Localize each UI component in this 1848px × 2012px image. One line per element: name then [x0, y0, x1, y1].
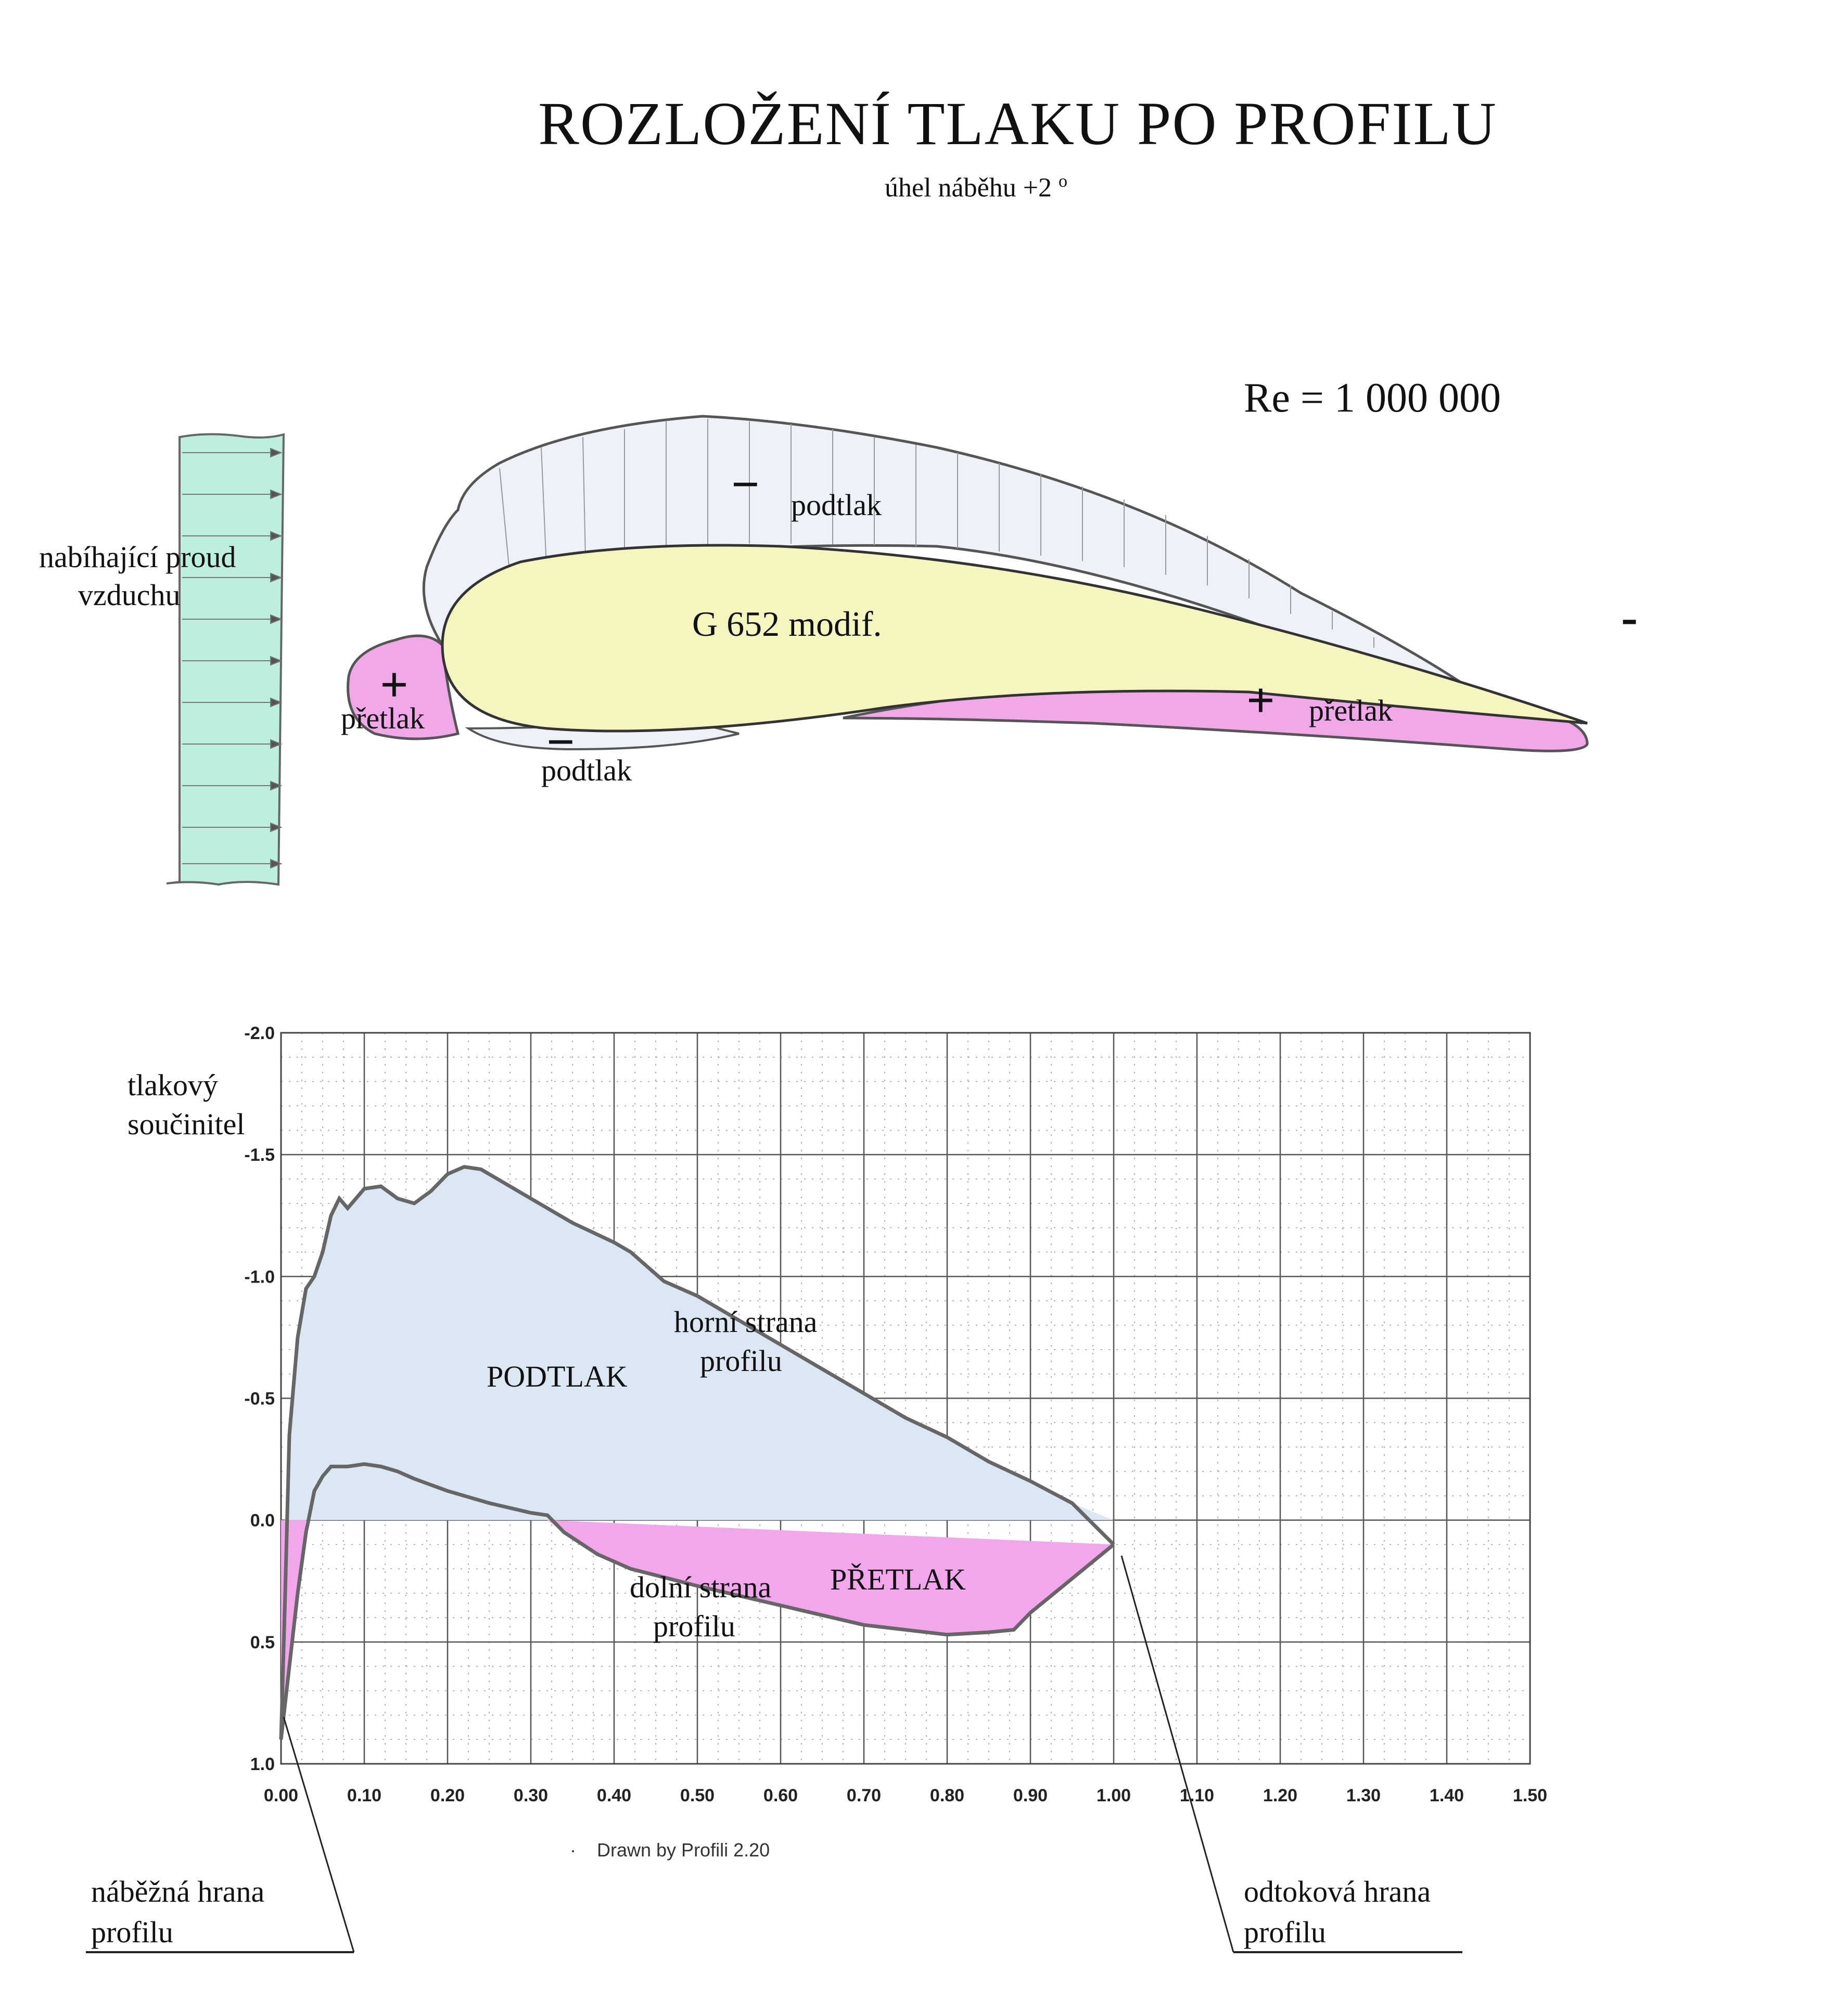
suction-area-label: PODTLAK: [487, 1360, 628, 1393]
x-tick-label: 0.60: [763, 1786, 798, 1805]
x-tick-label: 0.90: [1013, 1786, 1048, 1805]
credit-label: Drawn by Profili 2.20: [597, 1839, 770, 1861]
x-tick-label: 1.40: [1429, 1786, 1464, 1805]
x-tick-label: 0.50: [680, 1786, 715, 1805]
y-axis-label-line2: součinitel: [128, 1107, 245, 1141]
lower-suction-label: podtlak: [541, 753, 632, 787]
pressure-area-label: PŘETLAK: [830, 1562, 966, 1596]
x-tick-labels: [264, 1786, 1547, 1805]
trailing-edge-label-line2: profilu: [1244, 1915, 1326, 1949]
x-tick-label: 1.10: [1179, 1786, 1215, 1805]
upper-side-label-line1: horní strana: [674, 1305, 818, 1339]
airflow-label-line1: nabíhající proud: [39, 540, 236, 574]
x-tick-label: 0.20: [430, 1786, 465, 1805]
reynolds-number: Re = 1 000 000: [1244, 375, 1501, 421]
trailing-edge-pointer: [1121, 1556, 1233, 1952]
upper-minus-sign: −: [731, 456, 760, 512]
lower-side-label-line2: profilu: [653, 1609, 735, 1643]
y-axis-label-line1: tlakový: [128, 1068, 218, 1102]
page-title: ROZLOŽENÍ TLAKU PO PROFILU: [538, 89, 1497, 158]
y-tick-label: -2.0: [244, 1023, 275, 1043]
lower-minus-sign: −: [546, 714, 575, 770]
degree-sign: o: [1059, 172, 1068, 191]
x-tick-label: 0.70: [846, 1786, 882, 1805]
nose-pressure-label: přetlak: [341, 701, 425, 735]
upper-suction-label: podtlak: [791, 488, 882, 522]
airfoil-name: G 652 modif.: [692, 604, 882, 644]
rear-pressure-label: přetlak: [1309, 694, 1393, 727]
upper-side-label-line2: profilu: [700, 1344, 782, 1378]
x-tick-label: 0.30: [513, 1786, 549, 1805]
y-tick-label: -1.5: [244, 1145, 275, 1165]
x-tick-label: 1.00: [1096, 1786, 1131, 1805]
y-tick-label: -0.5: [244, 1389, 275, 1409]
trailing-edge-label-line1: odtoková hrana: [1244, 1875, 1431, 1908]
y-tick-label: 0.0: [250, 1510, 275, 1531]
leading-edge-label-line1: náběžná hrana: [91, 1875, 265, 1908]
y-tick-label: 1.0: [250, 1754, 275, 1774]
subtitle-text: úhel náběhu +2: [885, 173, 1052, 203]
x-tick-label: 0.80: [929, 1786, 965, 1805]
lower-side-label-line1: dolní strana: [630, 1570, 772, 1604]
x-tick-label: 1.50: [1512, 1786, 1548, 1805]
credit-text: · Drawn by Profili 2.20: [570, 1839, 770, 1861]
x-tick-label: 0.40: [596, 1786, 632, 1805]
x-tick-label: 1.30: [1346, 1786, 1381, 1805]
y-tick-label: 0.5: [250, 1632, 275, 1652]
x-tick-label: 0.00: [263, 1786, 299, 1805]
x-tick-label: 1.20: [1263, 1786, 1298, 1805]
nose-plus-sign: +: [380, 657, 409, 712]
x-tick-label: 0.10: [347, 1786, 382, 1805]
y-tick-labels: [244, 1023, 275, 1774]
airflow-label-line2: vzduchu: [78, 578, 181, 612]
y-tick-label: -1.0: [244, 1267, 275, 1287]
leading-edge-label-line2: profilu: [91, 1915, 173, 1949]
stray-minus-sign: -: [1621, 589, 1638, 645]
rear-plus-sign: +: [1246, 672, 1275, 728]
